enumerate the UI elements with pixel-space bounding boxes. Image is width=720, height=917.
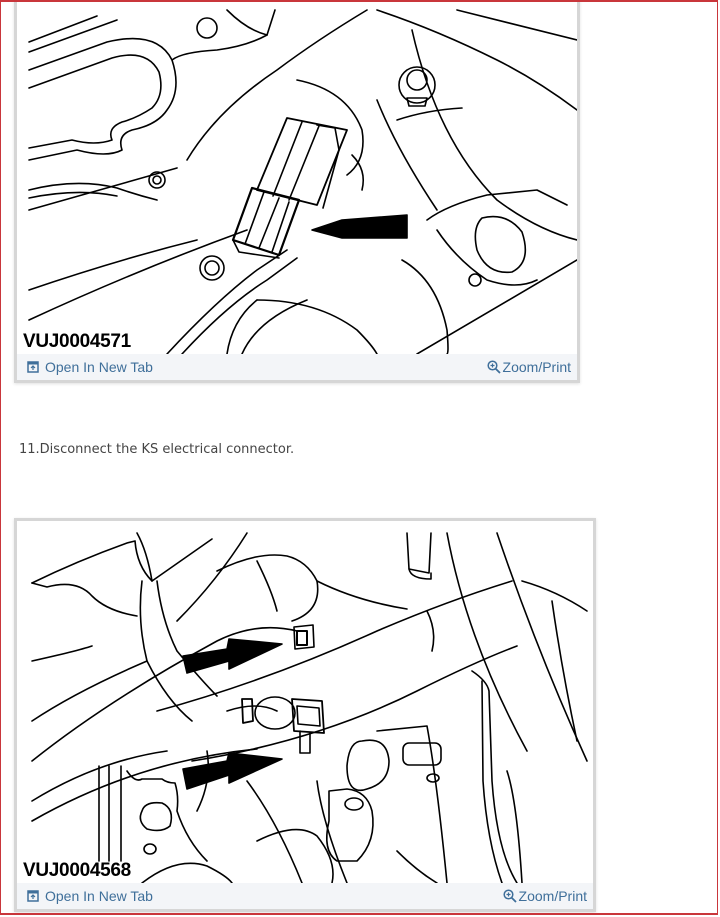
figure-code: VUJ0004571	[23, 331, 131, 352]
open-in-new-tab-label: Open In New Tab	[45, 888, 153, 904]
zoom-print-button[interactable]	[503, 888, 587, 904]
step-11-instruction: 11.Disconnect the KS electrical connector.	[19, 442, 295, 457]
figure-code: VUJ0004568	[23, 860, 131, 881]
open-in-new-tab-icon	[27, 361, 39, 373]
figure-toolbar	[17, 883, 593, 909]
zoom-print-button[interactable]	[487, 359, 571, 375]
open-in-new-tab-button[interactable]	[27, 888, 153, 904]
figure-vuj0004571	[14, 0, 580, 383]
open-in-new-tab-label: Open In New Tab	[45, 359, 153, 375]
illustration-ks-connector[interactable]	[17, 521, 593, 883]
illustration-connector[interactable]	[17, 0, 577, 354]
figure-toolbar	[17, 354, 577, 380]
zoom-in-icon	[487, 360, 501, 374]
open-in-new-tab-icon	[27, 890, 39, 902]
figure-vuj0004568	[14, 518, 596, 912]
open-in-new-tab-button[interactable]	[27, 359, 153, 375]
zoom-print-label: Zoom/Print	[518, 888, 587, 904]
zoom-in-icon	[503, 889, 517, 903]
zoom-print-label: Zoom/Print	[502, 359, 571, 375]
